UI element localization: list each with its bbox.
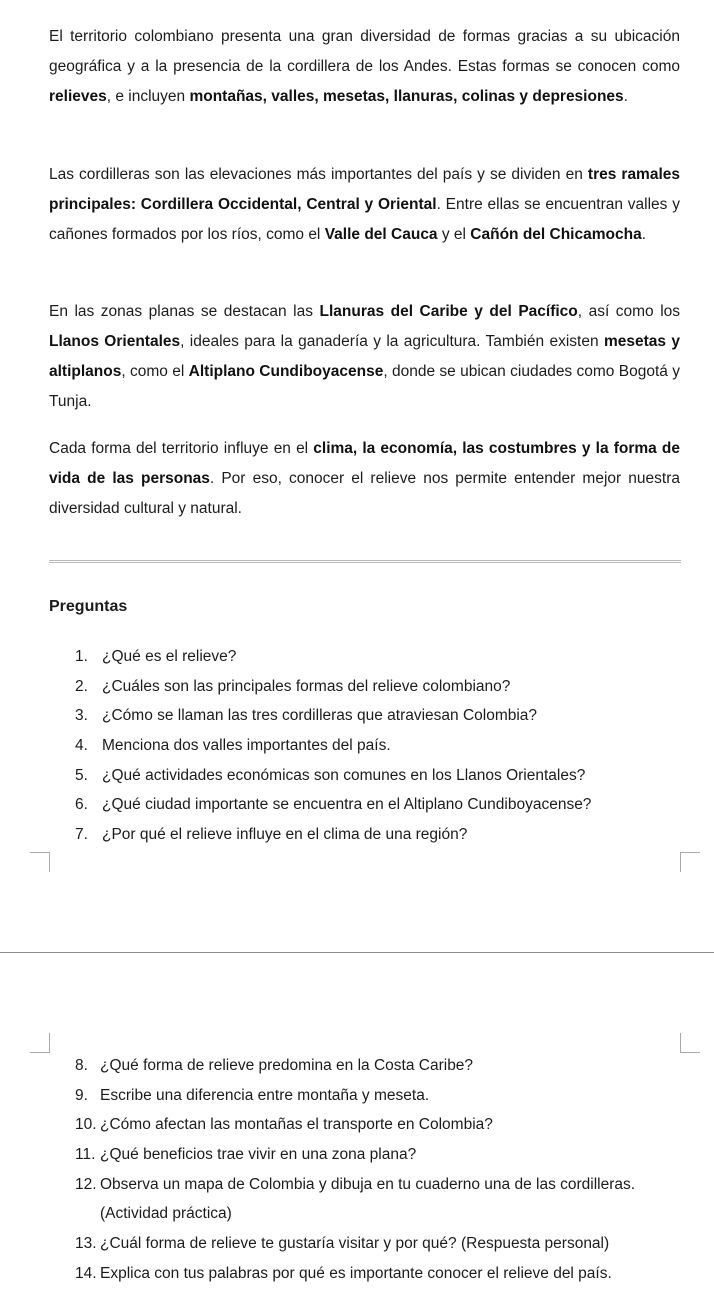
question-number: 9. <box>75 1086 88 1104</box>
page-corner-mark <box>680 1033 700 1053</box>
question-text: ¿Cómo afectan las montañas el transporte en Colombia? <box>100 1116 493 1134</box>
question-number: 13. <box>75 1235 97 1253</box>
question-item <box>75 1144 705 1174</box>
question-text: ¿Qué es el relieve? <box>102 648 237 665</box>
question-number: 3. <box>75 707 88 725</box>
text-run: . <box>623 88 628 105</box>
page-corner-mark <box>30 1033 50 1053</box>
paragraph-zonas-planas <box>49 297 680 417</box>
question-number: 11. <box>75 1146 96 1164</box>
page-corner-mark <box>30 852 50 872</box>
paragraph-relieves <box>49 22 680 112</box>
question-item <box>75 1233 705 1263</box>
question-item <box>75 705 695 735</box>
text-run: . Por eso, conocer el relieve nos permite entender mejor nuestra diversidad cultural y natural. <box>49 470 680 517</box>
text-run: , e incluyen <box>106 88 190 105</box>
page-corner-mark <box>680 852 700 872</box>
bold-term: clima, la economía, las costumbres y la forma de vida de las personas <box>49 440 680 487</box>
text-run: , así como los <box>577 303 681 320</box>
text-run: Las cordilleras son las elevaciones más importantes del país y se dividen en <box>49 166 588 183</box>
question-number: 7. <box>75 826 88 844</box>
question-item <box>75 676 695 706</box>
paragraph-cordilleras <box>49 160 680 250</box>
page-break-separator <box>0 952 714 953</box>
question-item <box>75 1203 705 1233</box>
question-item <box>75 1263 705 1293</box>
bold-term: Valle del Cauca <box>324 226 438 243</box>
question-number: 1. <box>75 648 88 665</box>
question-number: 4. <box>75 737 88 755</box>
question-item <box>75 824 695 854</box>
bold-term: Llanuras del Caribe y del Pacífico <box>319 303 578 320</box>
text-run: , ideales para la ganadería y la agricultura. También existen <box>180 333 604 350</box>
text-run: . <box>641 226 647 243</box>
horizontal-divider <box>49 560 681 563</box>
question-text: Escribe una diferencia entre montaña y meseta. <box>100 1086 430 1104</box>
question-item <box>75 794 695 824</box>
text-run: Cada forma del territorio influye en el <box>49 440 314 457</box>
text-run: El territorio colombiano presenta una gran diversidad de formas gracias a su ubicación geográfica y a la presencia de la cordillera de los Andes. Estas formas se conocen como <box>49 28 680 75</box>
question-text: ¿Qué beneficios trae vivir en una zona plana? <box>100 1146 417 1164</box>
question-text: Menciona dos valles importantes del país. <box>102 737 391 755</box>
question-number: 12. <box>75 1175 97 1193</box>
question-text: (Actividad práctica) <box>100 1205 232 1223</box>
question-text: Observa un mapa de Colombia y dibuja en tu cuaderno una de las cordilleras. <box>100 1175 636 1193</box>
question-item <box>75 1055 705 1085</box>
bold-term: Altiplano Cundiboyacense <box>188 363 384 380</box>
question-text: ¿Por qué el relieve influye en el clima de una región? <box>102 826 468 844</box>
question-number: 5. <box>75 766 88 784</box>
question-number: 10. <box>75 1116 97 1134</box>
question-text: ¿Qué actividades económicas son comunes en los Llanos Orientales? <box>102 766 586 784</box>
text-run: , donde se ubican ciudades como Bogotá y Tunja. <box>49 363 680 410</box>
questions-list-page-1 <box>75 646 695 854</box>
bold-term: Llanos Orientales <box>49 333 181 350</box>
text-run: y el <box>437 226 471 243</box>
question-text: ¿Cuál forma de relieve te gustaría visitar y por qué? (Respuesta personal) <box>100 1235 610 1253</box>
question-text: ¿Qué ciudad importante se encuentra en el Altiplano Cundiboyacense? <box>102 796 592 814</box>
question-number: 6. <box>75 796 88 814</box>
bold-term: relieves <box>49 88 107 105</box>
questions-list-page-2 <box>75 1055 705 1293</box>
bold-term: montañas, valles, mesetas, llanuras, colinas y depresiones <box>189 88 624 105</box>
text-run: , como el <box>121 363 189 380</box>
question-text: ¿Qué forma de relieve predomina en la Costa Caribe? <box>100 1057 474 1074</box>
bold-term: mesetas y altiplanos <box>49 333 680 380</box>
question-item <box>75 765 695 795</box>
text-run: . Entre ellas se encuentran valles y cañones formados por los ríos, como el <box>49 196 680 243</box>
bold-term: tres ramales principales: Cordillera Occidental, Central y Oriental <box>49 166 681 213</box>
question-text: ¿Cómo se llaman las tres cordilleras que atraviesan Colombia? <box>102 707 538 725</box>
question-text: Explica con tus palabras por qué es importante conocer el relieve del país. <box>100 1264 612 1282</box>
text-run: En las zonas planas se destacan las <box>49 303 320 320</box>
questions-heading: Preguntas <box>49 598 128 615</box>
paragraph-influencia <box>49 434 680 524</box>
question-item <box>75 1085 705 1115</box>
question-item <box>75 646 695 676</box>
bold-term: Cañón del Chicamocha <box>470 226 642 243</box>
question-number: 14. <box>75 1264 97 1282</box>
question-item <box>75 1174 705 1204</box>
question-number: 8. <box>75 1057 88 1074</box>
question-item <box>75 735 695 765</box>
question-text: ¿Cuáles son las principales formas del relieve colombiano? <box>102 677 511 695</box>
question-number: 2. <box>75 677 88 695</box>
question-item <box>75 1114 705 1144</box>
